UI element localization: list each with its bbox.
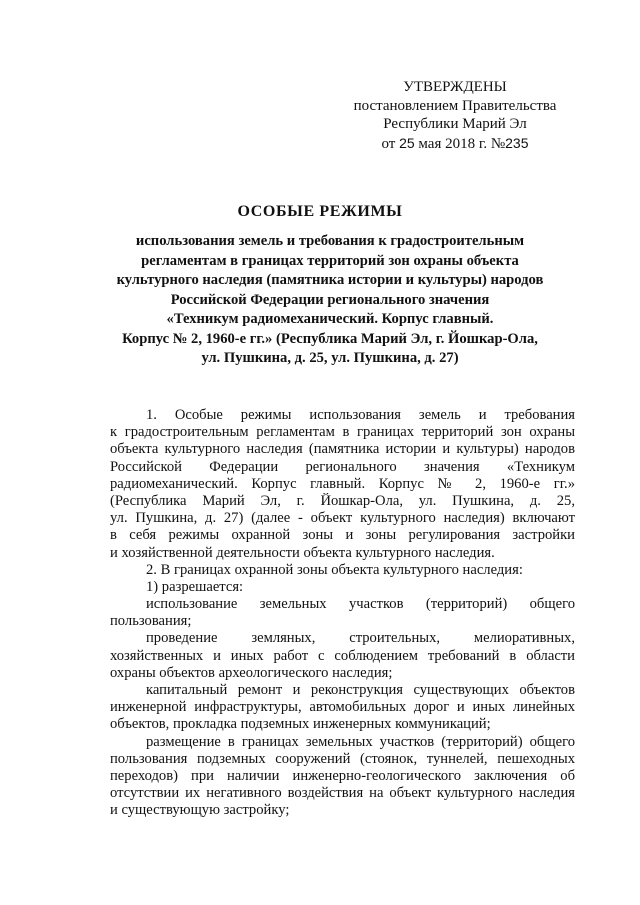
body-line: 1) разрешается: (146, 578, 244, 595)
approval-date-line (330, 134, 580, 154)
body-line: объекта культурного наследия (памятника истории и культуры) народов (110, 441, 575, 458)
approval-decree-line: постановлением Правительства (353, 97, 557, 114)
approval-heading: УТВЕРЖДЕНЫ (403, 79, 507, 95)
body-line: ул. Пушкина, д. 27) (далее - объект культурного наследия) включают (110, 510, 575, 527)
body-line: использование земельных участков (территорий) общего (146, 596, 575, 613)
body-line: хозяйственных и иных работ с соблюдением требований в области (110, 647, 575, 664)
approval-block (330, 78, 580, 153)
approval-number: 235 (505, 134, 529, 151)
body-line: охраны объектов археологического наследия; (110, 664, 393, 681)
body-line: и хозяйственной деятельности объекта культурного наследия. (110, 544, 495, 561)
approval-date-prefix: от (381, 135, 396, 152)
body-line: размещение в границах земельных участков (территорий) общего (146, 733, 575, 750)
body-line: пользования; (110, 613, 192, 630)
document-subtitle (60, 232, 600, 369)
subtitle-line: использования земель и требования к градостроительным (135, 233, 525, 249)
approval-region-line: Республики Марий Эл (383, 116, 527, 132)
document-title: ОСОБЫЕ РЕЖИМЫ (237, 203, 403, 220)
body-line: 2. В границах охранной зоны объекта культурного наследия: (146, 561, 523, 578)
subtitle-line: «Техникум радиомеханический. Корпус главный. (166, 311, 494, 327)
body-line: капитальный ремонт и реконструкция существующих объектов (146, 682, 575, 698)
body-line: к градостроительным регламентам в границах территорий зон охраны (110, 424, 575, 441)
body-line: переходов) при наличии инженерно-геологического заключения об (110, 767, 575, 784)
subtitle-line: культурного наследия (памятника истории и культуры) народов (116, 272, 544, 288)
body-line: Российской Федерации регионального значения «Техникум (110, 458, 575, 475)
subtitle-line: регламентам в границах территорий зон охраны объекта (141, 252, 519, 269)
subtitle-line: ул. Пушкина, д. 25, ул. Пушкина, д. 27) (201, 350, 459, 366)
approval-date-day: 25 (399, 134, 415, 151)
body-line: пользования подземных сооружений (стоянок, туннелей, пешеходных (110, 750, 575, 767)
approval-date-rest: мая 2018 г. № (418, 135, 506, 152)
body-line: (Республика Марий Эл, г. Йошкар-Ола, ул. Пушкина, д. 25, (110, 492, 575, 509)
body-line: радиомеханический. Корпус главный. Корпус № 2, 1960-е гг.» (110, 475, 575, 492)
body-line: 1. Особые режимы использования земель и требования (146, 407, 575, 423)
body-line: инженерной инфраструктуры, автомобильных дорог и иных линейных (110, 699, 575, 716)
body-line: и существующую застройку; (110, 802, 290, 819)
subtitle-line: Корпус № 2, 1960-е гг.» (Республика Марий Эл, г. Йошкар-Ола, (122, 330, 538, 347)
body-line: отсутствии их негативного воздействия на объект культурного наследия (110, 785, 575, 802)
body-line: объектов, прокладка подземных инженерных коммуникаций; (110, 716, 491, 733)
body-line: проведение земляных, строительных, мелиоративных, (146, 630, 575, 647)
document-body (110, 407, 575, 820)
subtitle-line: Российской Федерации регионального значения (170, 291, 490, 308)
body-line: в себя режимы охранной зоны и зоны регулирования застройки (110, 527, 575, 544)
